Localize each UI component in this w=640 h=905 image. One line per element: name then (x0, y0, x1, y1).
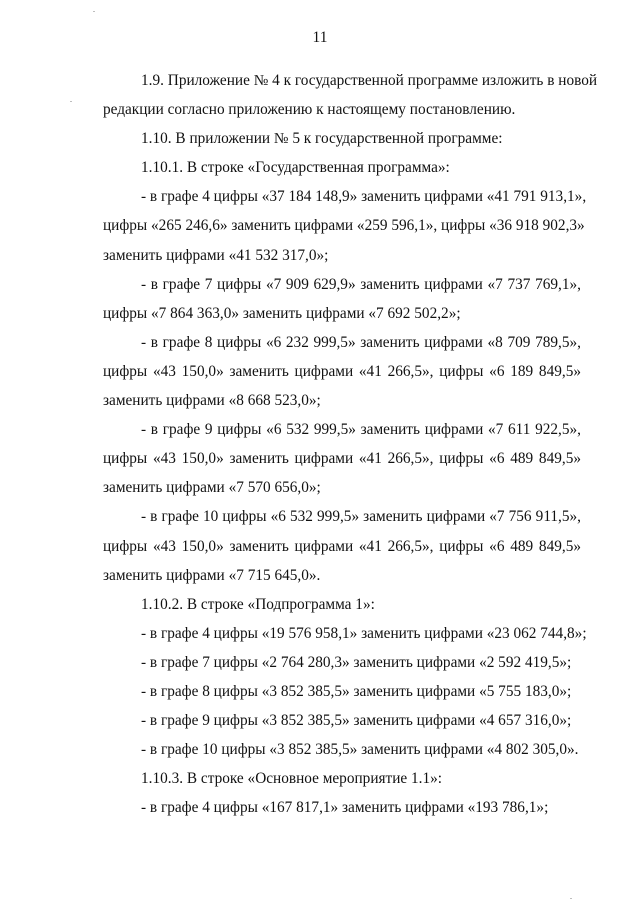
scan-speck: . (70, 95, 72, 104)
document-body (103, 66, 598, 822)
paragraph-line: цифры «43 150,0» заменить цифрами «41 266,5», цифры «6 489 849,5» (103, 537, 581, 555)
paragraph-line: заменить цифрами «7 715 645,0». (103, 566, 321, 584)
paragraph-line: цифры «43 150,0» заменить цифрами «41 266,5», цифры «6 489 849,5» (103, 450, 581, 468)
paragraph-line: - в графе 7 цифры «7 909 629,9» заменить цифрами «7 737 769,1», (141, 275, 581, 293)
paragraph-line: цифры «43 150,0» заменить цифрами «41 266,5», цифры «6 189 849,5» (103, 362, 581, 380)
paragraph-line: 1.10.2. В строке «Подпрограмма 1»: (141, 595, 375, 613)
paragraph-line: - в графе 4 цифры «19 576 958,1» заменить цифрами «23 062 744,8»; (141, 624, 587, 642)
paragraph-line: 1.10. В приложении № 5 к государственной программе: (141, 130, 503, 148)
paragraph-line: - в графе 7 цифры «2 764 280,3» заменить цифрами «2 592 419,5»; (141, 653, 572, 671)
paragraph-line: 1.10.1. В строке «Государственная программа»: (141, 159, 450, 177)
paragraph-line: - в графе 4 цифры «167 817,1» заменить цифрами «193 786,1»; (141, 799, 549, 817)
paragraph-line: цифры «265 246,6» заменить цифрами «259 596,1», цифры «36 918 902,3» (103, 217, 585, 235)
paragraph-line: 1.10.3. В строке «Основное мероприятие 1.1»: (141, 770, 443, 788)
paragraph-line: 1.9. Приложение № 4 к государственной программе изложить в новой (141, 72, 598, 89)
paragraph-line: - в графе 8 цифры «3 852 385,5» заменить цифрами «5 755 183,0»; (141, 682, 572, 700)
paragraph-line: - в графе 8 цифры «6 232 999,5» заменить цифрами «8 709 789,5», (141, 333, 581, 351)
paragraph-line: - в графе 9 цифры «3 852 385,5» заменить цифрами «4 657 316,0»; (141, 712, 572, 730)
paragraph-line: заменить цифрами «8 668 523,0»; (103, 392, 321, 410)
paragraph-line: - в графе 10 цифры «6 532 999,5» заменить цифрами «7 756 911,5», (141, 508, 581, 526)
paragraph-line: - в графе 9 цифры «6 532 999,5» заменить цифрами «7 611 922,5», (141, 421, 581, 439)
scan-speck: . (570, 892, 572, 901)
scan-speck: . (93, 5, 95, 14)
paragraph-line: цифры «7 864 363,0» заменить цифрами «7 692 502,2»; (103, 304, 461, 322)
paragraph-line: редакции согласно приложению к настоящему постановлению. (103, 101, 516, 119)
paragraph-line: - в графе 4 цифры «37 184 148,9» заменить цифрами «41 791 913,1», (141, 188, 587, 206)
page-number: 11 (312, 29, 328, 46)
paragraph-line: заменить цифрами «41 532 317,0»; (103, 246, 329, 264)
paragraph-line: заменить цифрами «7 570 656,0»; (103, 479, 321, 497)
paragraph-line: - в графе 10 цифры «3 852 385,5» заменить цифрами «4 802 305,0». (141, 741, 579, 759)
